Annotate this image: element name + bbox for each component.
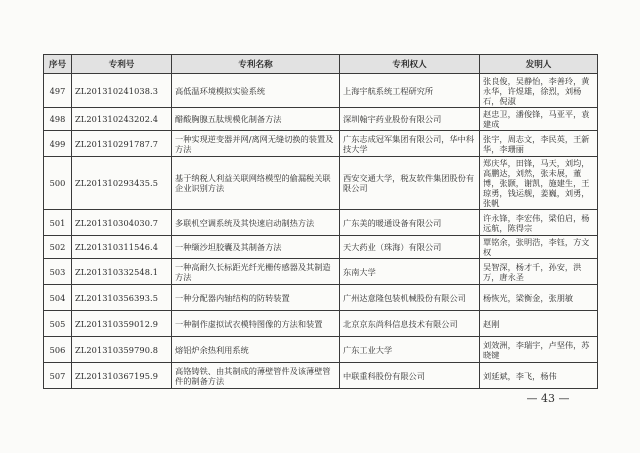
cell-no: 497 [44, 74, 72, 108]
cell-no: 504 [44, 285, 72, 311]
table-row [44, 131, 598, 157]
header-patent-id: 专利号 [72, 55, 172, 74]
cell-patent-id: ZL201310359012.9 [72, 311, 172, 337]
cell-no: 507 [44, 363, 72, 389]
cell-inventor: 赵忠卫，潘俊锋，马亚平，袁建成 [480, 108, 598, 131]
cell-patent-name: 一种缬沙坦胶囊及其制备方法 [172, 236, 340, 259]
cell-patent-name: 熔铝炉余热利用系统 [172, 337, 340, 363]
cell-owner: 深圳翰宇药业股份有限公司 [340, 108, 480, 131]
cell-owner: 天大药业（珠海）有限公司 [340, 236, 480, 259]
cell-inventor: 郑庆华，田锋，马天，刘均，高鹏达，刘然，张未展，董博，张颢，谢凯，施建生，王琼勇，钱运舰，姜巍，刘勇，张帆 [480, 157, 598, 210]
cell-no: 506 [44, 337, 72, 363]
cell-inventor: 吴智深，杨才千，孙安，洪万，唐永圣 [480, 259, 598, 285]
cell-patent-id: ZL201310243202.4 [72, 108, 172, 131]
cell-owner: 广东工业大学 [340, 337, 480, 363]
cell-patent-id: ZL201310356393.5 [72, 285, 172, 311]
cell-patent-name: 醋酸胸腺五肽规模化制备方法 [172, 108, 340, 131]
table-row [44, 337, 598, 363]
cell-patent-name: 高低温环境模拟实验系统 [172, 74, 340, 108]
table-row [44, 157, 598, 210]
table-header-row [44, 55, 598, 74]
cell-patent-name: 多联机空调系统及其快速启动制热方法 [172, 210, 340, 236]
cell-patent-name: 一种分配器内轴结构的防转装置 [172, 285, 340, 311]
cell-no: 502 [44, 236, 72, 259]
cell-patent-id: ZL201310241038.3 [72, 74, 172, 108]
header-inventor: 发明人 [480, 55, 598, 74]
table-row [44, 210, 598, 236]
cell-patent-id: ZL201310367195.9 [72, 363, 172, 389]
page-number: — 43 — [526, 392, 570, 405]
table-row [44, 108, 598, 131]
cell-owner: 中联重科股份有限公司 [340, 363, 480, 389]
cell-patent-name: 一种高耐久长标距光纤光栅传感器及其制造方法 [172, 259, 340, 285]
header-patent-name: 专利名称 [172, 55, 340, 74]
cell-inventor: 刘延斌，李飞，杨伟 [480, 363, 598, 389]
cell-no: 503 [44, 259, 72, 285]
cell-patent-name: 高铬铸铁、由其制成的薄壁管件及该薄壁管件的制备方法 [172, 363, 340, 389]
cell-patent-name: 一种制作虚拟试衣模特图像的方法和装置 [172, 311, 340, 337]
cell-owner: 广州达意隆包装机械股份有限公司 [340, 285, 480, 311]
table-row [44, 311, 598, 337]
cell-inventor: 张宇，周志文，李民英，王新华，李珊丽 [480, 131, 598, 157]
cell-inventor: 张良俊，吴静怡，李善玲，黄永华，许煜雄，徐烈，刘杨石，倪淑 [480, 74, 598, 108]
cell-owner: 北京京东尚科信息技术有限公司 [340, 311, 480, 337]
cell-patent-id: ZL201310332548.1 [72, 259, 172, 285]
cell-patent-id: ZL201310291787.7 [72, 131, 172, 157]
cell-inventor: 覃铭余，张明浩，李钰，方文权 [480, 236, 598, 259]
patent-table [43, 54, 598, 389]
cell-patent-id: ZL201310304030.7 [72, 210, 172, 236]
cell-no: 500 [44, 157, 72, 210]
header-owner: 专利权人 [340, 55, 480, 74]
cell-no: 501 [44, 210, 72, 236]
header-no: 序号 [44, 55, 72, 74]
cell-patent-name: 基于纳税人利益关联网络模型的偷漏税关联企业识别方法 [172, 157, 340, 210]
table-row [44, 285, 598, 311]
cell-owner: 上海宇航系统工程研究所 [340, 74, 480, 108]
cell-patent-id: ZL201310293435.5 [72, 157, 172, 210]
cell-inventor: 许永锋，李宏伟，梁伯启，杨远航，陈得宗 [480, 210, 598, 236]
cell-inventor: 杨恢光，梁衡金，张朋敏 [480, 285, 598, 311]
cell-no: 505 [44, 311, 72, 337]
table-row [44, 363, 598, 389]
cell-no: 498 [44, 108, 72, 131]
cell-owner: 西安交通大学，税友软件集团股份有限公司 [340, 157, 480, 210]
cell-patent-id: ZL201310359790.8 [72, 337, 172, 363]
table-row [44, 74, 598, 108]
table-row [44, 259, 598, 285]
cell-owner: 东南大学 [340, 259, 480, 285]
cell-patent-id: ZL201310311546.4 [72, 236, 172, 259]
cell-inventor: 刘效洲，李瑞宇，卢坚伟，苏晓键 [480, 337, 598, 363]
table-row [44, 236, 598, 259]
cell-inventor: 赵刚 [480, 311, 598, 337]
cell-owner: 广东美的暖通设备有限公司 [340, 210, 480, 236]
cell-patent-name: 一种实现逆变器并网/离网无缝切换的装置及方法 [172, 131, 340, 157]
cell-owner: 广东志成冠军集团有限公司，华中科技大学 [340, 131, 480, 157]
cell-no: 499 [44, 131, 72, 157]
